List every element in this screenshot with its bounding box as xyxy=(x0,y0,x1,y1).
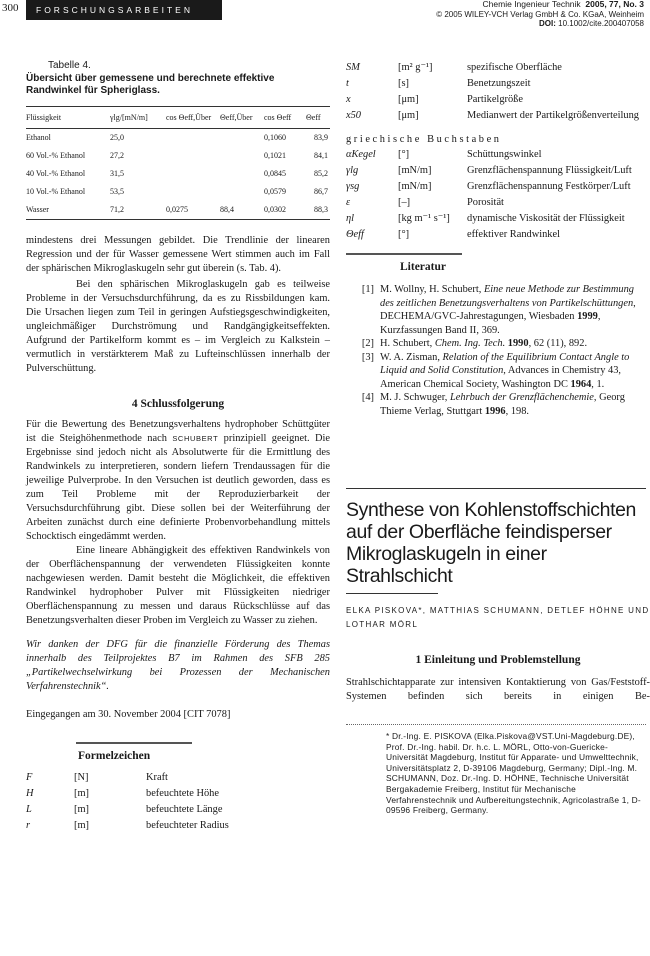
symbol-row xyxy=(346,108,650,124)
paragraph: Strahlschichtapparate zur intensiven Kontaktierung von Gas/Feststoff-Systemen befinden sich bereits in einigen Be- xyxy=(346,677,650,702)
table-cell xyxy=(220,165,264,183)
table-header-row xyxy=(26,106,330,128)
table-cell: 0,0845 xyxy=(264,169,286,178)
symbol: γsg xyxy=(346,181,360,192)
symbol-unit: [°] xyxy=(398,229,410,240)
symbol-row xyxy=(346,227,650,243)
symbol: γlg xyxy=(346,165,359,176)
ref-source: , Georg Thieme Verlag, Stuttgart xyxy=(380,392,625,417)
table-cell: 10 Vol.-% Ethanol xyxy=(26,187,86,196)
symbol-desc: befeuchteter Radius xyxy=(146,819,229,831)
symbol-row xyxy=(26,770,330,786)
table-cell: 86,7 xyxy=(314,187,328,196)
table-cell: Wasser xyxy=(26,201,110,220)
article-title: Synthese von Kohlenstoffschichten auf der Oberfläche feindisperser Mikroglaskugeln in einer Strahlschicht xyxy=(346,499,636,587)
table-cell: 53,5 xyxy=(110,187,124,196)
symbol-unit: [m² g⁻¹] xyxy=(398,62,433,73)
reference-list xyxy=(346,283,650,418)
section-tag: FORSCHUNGSARBEITEN xyxy=(26,0,222,20)
symbol-unit: [–] xyxy=(398,197,411,208)
symbol-row xyxy=(346,147,650,163)
reference-item xyxy=(346,351,650,392)
ref-end: , 62 (11), 892. xyxy=(528,338,588,349)
symbol-desc: Benetzungszeit xyxy=(467,78,531,89)
journal-name: Chemie Ingenieur Technik xyxy=(482,0,581,9)
copyright: © 2005 WILEY-VCH Verlag GmbH & Co. KGaA, Weinheim xyxy=(436,9,644,19)
table-cell: 83,9 xyxy=(314,133,328,142)
symbol-desc: spezifische Oberfläche xyxy=(467,62,562,73)
ref-authors: H. Schubert, xyxy=(380,338,435,349)
reference-item xyxy=(346,283,650,337)
symbol-row xyxy=(346,76,650,92)
table-cell: 0,1021 xyxy=(264,151,286,160)
symbol: t xyxy=(346,78,349,89)
table-cell: 0,0275 xyxy=(166,201,220,220)
table-4 xyxy=(26,106,330,220)
symbol-unit: [s] xyxy=(398,78,409,89)
greek-heading: griechische Buchstaben xyxy=(346,134,502,145)
table-row xyxy=(26,147,330,165)
ref-source: , Advances in Chemistry 43, American Chemical Society, Washington DC xyxy=(380,365,622,390)
symbol: F xyxy=(26,771,33,783)
doi-label: DOI: xyxy=(539,19,556,28)
symbol-desc: effektiver Randwinkel xyxy=(467,229,561,240)
doi-value: 10.1002/cite.200407058 xyxy=(558,19,644,28)
page-number: 300 xyxy=(2,2,19,14)
paragraph: Bei den sphärischen Mikroglaskugeln gab es teilweise Probleme in der Versuchsdurchführung, da es zu Rissbildungen kam. Die Ursachen liegen zum Teil in geringen Aufstiegsgeschwindigkeiten, ungleichmäßiger Durchströmung und Randgängigkeitseffekten. Aufgrund der Partikelform kommt es – im Vergleich zu Kalkstein – vermutlich in verstärkterem Maß zu Lufteinschlüssen innerhalb der Pulverschüttung. xyxy=(26,278,330,374)
section-heading: Literatur xyxy=(400,261,446,273)
symbol-unit: [m] xyxy=(74,787,90,799)
symbol-unit: [μm] xyxy=(398,110,419,121)
symbol: ηl xyxy=(346,213,355,224)
symbol-desc: Porosität xyxy=(467,197,504,208)
table-cell xyxy=(166,183,220,201)
text-run: prinzipiell geeignet. Die Ergebnisse sind jedoch nicht als Absolutwerte für die Ermittlung des Randwinkels zu interpretieren, sondern liefern Trendaussagen für die jeweilige Pulverprobe. In den Versuchen ist deutlich geworden, dass es zum Teil Probleme mit der Reproduzierbarkeit der Versuchsdurchführung gibt. Diese sollen bei der Weiterführung der Arbeiten zunächst durch eine definierte Probenvorbehandlung mittels Schocktisch eingedämmt werden. xyxy=(26,432,330,542)
symbol-row xyxy=(346,92,650,108)
table-cell: 0,0302 xyxy=(264,201,306,220)
symbol-row xyxy=(346,179,650,195)
symbol: αKegel xyxy=(346,149,376,160)
section-heading: 4 Schlussfolgerung xyxy=(131,397,225,410)
left-column xyxy=(26,60,330,834)
journal-info xyxy=(384,0,644,29)
symbol: Θeff xyxy=(346,229,364,240)
symbol-unit: [m] xyxy=(74,803,90,815)
table-cell: 71,2 xyxy=(110,201,166,220)
table-cell: 0,0579 xyxy=(264,187,286,196)
table-cell xyxy=(220,147,264,165)
symbol-unit: [μm] xyxy=(398,94,419,105)
symbol-desc: Kraft xyxy=(146,771,168,783)
symbol-list xyxy=(26,770,330,834)
col-header: γlg/[mN/m] xyxy=(110,106,166,128)
symbol-row xyxy=(346,195,650,211)
ref-year: 1964 xyxy=(570,378,592,390)
table-cell: 84,1 xyxy=(314,151,328,160)
symbol-row xyxy=(26,802,330,818)
reference-item xyxy=(346,391,650,418)
ref-year: 1999 xyxy=(577,311,598,322)
table-row xyxy=(26,183,330,201)
journal-issue: 2005, 77, No. 3 xyxy=(585,0,644,9)
symbol-desc: Grenzflächenspannung Festkörper/Luft xyxy=(467,181,631,192)
symbol-desc: dynamische Viskosität der Flüssigkeit xyxy=(467,213,625,224)
table-row xyxy=(26,128,330,147)
table-row xyxy=(26,165,330,183)
col-header: Flüssigkeit xyxy=(26,106,110,128)
symbol-unit: [mN/m] xyxy=(398,181,432,192)
symbol: x50 xyxy=(346,110,362,121)
ref-authors: M. J. Schwuger, xyxy=(380,392,451,403)
symbol-row xyxy=(346,60,650,76)
symbol-row xyxy=(346,211,650,227)
table-cell: 60 Vol.-% Ethanol xyxy=(26,151,86,160)
table-title: Übersicht über gemessene und berechnete effektive Randwinkel für Spheriglass. xyxy=(26,72,275,96)
symbol: L xyxy=(26,803,32,815)
reference-item xyxy=(346,337,650,351)
symbol-desc: Medianwert der Partikelgrößenverteilung xyxy=(467,110,639,121)
symbol-unit: [kg m⁻¹ s⁻¹] xyxy=(398,213,450,224)
symbol-desc: Partikelgröße xyxy=(467,94,523,105)
ref-title: Lehrbuch der Grenzflächenchemie xyxy=(450,392,594,403)
ref-source: , DECHEMA/GVC-Jahrestagungen, Wiesbaden xyxy=(380,297,636,322)
ref-authors: M. Wollny, H. Schubert, xyxy=(380,284,484,295)
symbol: r xyxy=(26,819,31,831)
table-cell xyxy=(220,183,264,201)
symbol: SM xyxy=(346,62,360,73)
text-run: Für die Bewertung des Benetzungsverhaltens hydrophober Schüttgüter ist die Steighöhenmethode nach xyxy=(26,418,330,444)
col-header: Θeff xyxy=(306,106,330,128)
author-name: SCHUBERT xyxy=(172,433,219,443)
table-cell xyxy=(166,128,220,147)
acknowledgement: Wir danken der DFG für die finanzielle Förderung des Themas innerhalb des Teilprojektes B7 im Rahmen des SFB 285 „Partikelwechselwirkung bei Prozessen der Mechanischen Verfahrenstechnik“. xyxy=(26,638,330,692)
col-header: cos Θeff xyxy=(264,106,306,128)
right-column xyxy=(346,60,650,816)
col-header: Θeff,Über xyxy=(220,106,264,128)
ref-year: 1990 xyxy=(507,338,529,349)
ref-title: Relation of the Equilibrium Contact Angle to Liquid and Solid Constitution xyxy=(380,351,630,376)
symbol-unit: [m] xyxy=(74,819,90,831)
symbol: x xyxy=(346,94,351,105)
paragraph: mindestens drei Messungen gebildet. Die Trendlinie der linearen Regression und der für Wasser gemessene Wert stimmen auch im Fall der sphärischen Mikroglaskugeln sehr gut überein (s. Tab. 4). xyxy=(26,234,330,274)
table-cell: 27,2 xyxy=(110,151,124,160)
ref-end: , Kurzfassungen Band II, 369. xyxy=(380,311,601,336)
table-cell xyxy=(166,165,220,183)
table-cell: 0,1060 xyxy=(264,133,286,142)
ref-end: , 1. xyxy=(591,378,605,390)
table-cell: 88,3 xyxy=(306,201,330,220)
author-footnote: * Dr.-Ing. E. PISKOVA (Elka.Piskova@VST.Uni-Magdeburg.DE), Prof. Dr.-Ing. habil. Dr. h.c. L. MÖRL, Otto-von-Guericke-Universität Magdeburg, Institut für Apparate- und Umwelttechnik, Universitätsplatz 2, D-39106 Magdeburg, Germany; Dipl.-Ing. M. SCHUMANN, Doz. Dr.-Ing. D. HÖHNE, Technische Universität Bergakademie Freiberg, Institut für Mechanische Verfahrenstechnik und Aufbereitungstechnik, Agricolastraße 1, D-09596 Freiberg, Germany. xyxy=(386,731,641,816)
paragraph xyxy=(26,418,330,544)
symbol-row xyxy=(26,786,330,802)
received-date: Eingegangen am 30. November 2004 [CIT 7078] xyxy=(26,708,231,720)
symbol-unit: [N] xyxy=(74,771,89,783)
reference-number: [3] xyxy=(361,351,374,363)
table-cell xyxy=(166,147,220,165)
table-caption: Tabelle 4. xyxy=(48,60,91,71)
table-cell: 85,2 xyxy=(314,169,328,178)
table-cell: 88,4 xyxy=(220,201,264,220)
symbol-desc: befeuchtete Länge xyxy=(146,803,223,815)
ref-title: Chem. Ing. Tech. xyxy=(434,338,506,349)
table-cell: 40 Vol.-% Ethanol xyxy=(26,169,86,178)
table-cell: 25,0 xyxy=(110,133,124,142)
symbol-desc: Grenzflächenspannung Flüssigkeit/Luft xyxy=(467,165,632,176)
greek-symbol-list xyxy=(346,147,650,243)
symbol-unit: [mN/m] xyxy=(398,165,432,176)
ref-end: , 198. xyxy=(505,405,530,417)
symbol-row xyxy=(346,163,650,179)
heading-rule xyxy=(76,742,192,744)
symbol-list xyxy=(346,60,650,124)
section-heading: Formelzeichen xyxy=(78,749,151,762)
reference-number: [1] xyxy=(361,284,374,295)
symbol-row xyxy=(26,818,330,834)
reference-number: [2] xyxy=(361,338,374,349)
symbol-unit: [°] xyxy=(398,149,410,160)
table-cell: Ethanol xyxy=(26,133,51,142)
table-cell xyxy=(220,128,264,147)
symbol: H xyxy=(26,787,34,799)
paragraph: Eine lineare Abhängigkeit des effektiven Randwinkels von der Oberflächenspannung der verwendeten Flüssigkeiten konnte nachgewiesen werden. Damit besteht die Möglichkeit, die effektiven Randwinkel hydrophober Pulver mit Flüssigkeiten niedriger Oberflächenspannung zu messen und daraus Rückschlüsse auf das Benetzungsverhalten dieser Proben im Vergleich zu Wasser zu ziehen. xyxy=(26,544,330,626)
table-row xyxy=(26,201,330,220)
ref-authors: W. A. Zisman, xyxy=(380,351,443,363)
col-header: cos Θeff,Über xyxy=(166,106,220,128)
ref-title: Eine neue Methode zur Bestimmung des zeitlichen Benetzungsverhaltens von Partikelschüttungen xyxy=(380,284,634,309)
table-cell: 31,5 xyxy=(110,169,124,178)
symbol: ε xyxy=(346,197,351,208)
reference-number: [4] xyxy=(361,392,374,403)
symbol-desc: befeuchtete Höhe xyxy=(146,787,219,799)
ref-year: 1996 xyxy=(484,405,506,417)
section-heading: 1 Einleitung und Problemstellung xyxy=(415,654,581,666)
symbol-desc: Schüttungswinkel xyxy=(467,149,542,160)
article-authors: ELKA PISKOVA*, MATTHIAS SCHUMANN, DETLEF HÖHNE UND LOTHAR MÖRL xyxy=(346,606,650,629)
